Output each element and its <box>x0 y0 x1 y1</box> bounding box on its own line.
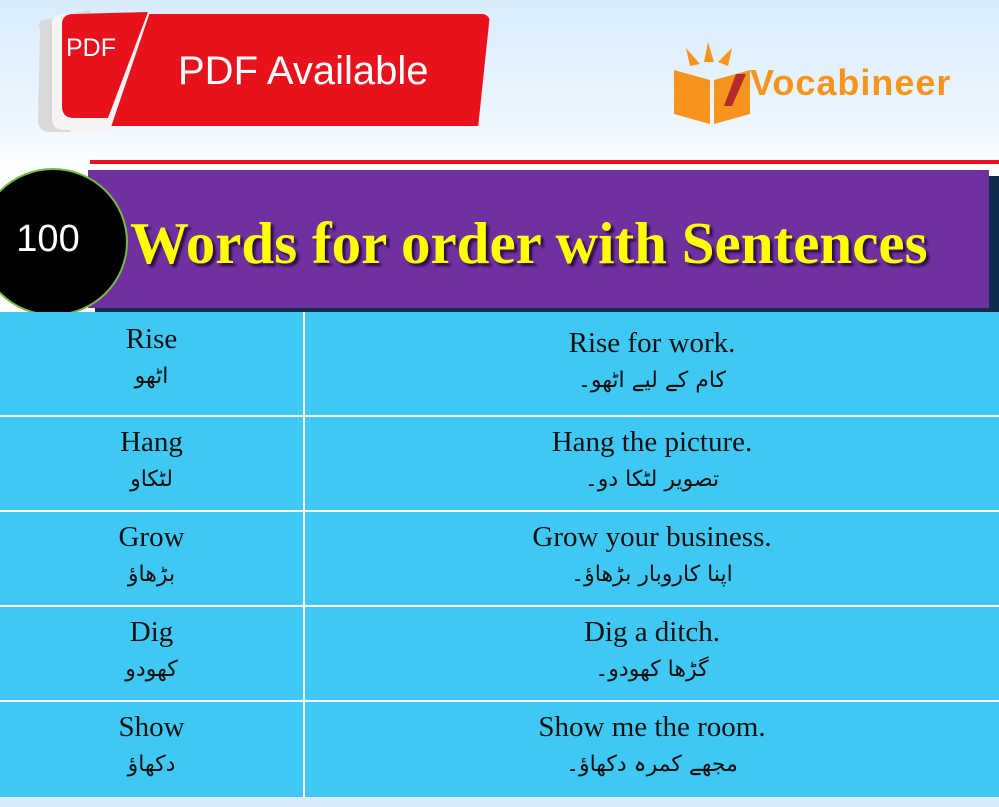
word-english: Rise <box>125 323 178 355</box>
pdf-file-icon <box>30 6 170 140</box>
sentence-cell <box>305 512 999 615</box>
table-row <box>0 510 999 607</box>
page-title: Words for order with Sentences <box>130 210 928 276</box>
table-row <box>0 700 999 799</box>
table-row <box>0 415 999 512</box>
word-cell <box>0 312 303 425</box>
word-urdu: اٹھو <box>134 364 169 389</box>
pdf-icon-label: PDF <box>66 34 116 62</box>
word-cell <box>0 512 303 615</box>
word-urdu: دکھاؤ <box>127 752 176 777</box>
sentence-cell <box>305 607 999 710</box>
sentence-english: Grow your business. <box>532 521 772 553</box>
word-cell <box>0 702 303 807</box>
count-number: 100 <box>16 218 80 260</box>
word-urdu: لٹکاو <box>130 467 173 492</box>
table-row <box>0 605 999 702</box>
word-english: Dig <box>129 616 174 648</box>
word-english: Hang <box>120 426 183 458</box>
sentence-urdu: مجھے کمرہ دکھاؤ۔ <box>566 752 738 777</box>
sentence-english: Dig a ditch. <box>583 616 721 648</box>
sentence-urdu: گڑھا کھودو۔ <box>595 657 709 682</box>
vocabulary-table <box>0 312 999 797</box>
table-row <box>0 312 999 415</box>
sentence-urdu: تصویر لٹکا دو۔ <box>584 467 720 492</box>
word-urdu: کھودو <box>125 657 178 682</box>
sentence-cell <box>305 417 999 520</box>
sentence-english: Rise for work. <box>568 327 736 359</box>
word-urdu: بڑھاؤ <box>127 562 176 587</box>
word-cell <box>0 417 303 520</box>
brand-logo-text: Vocabineer <box>750 62 952 103</box>
sentence-english: Show me the room. <box>538 711 766 743</box>
word-cell <box>0 607 303 710</box>
sentence-urdu: کام کے لیے اٹھو۔ <box>577 368 726 393</box>
sentence-urdu: اپنا کاروبار بڑھاؤ۔ <box>571 562 733 587</box>
sentence-cell <box>305 312 999 429</box>
sentence-english: Hang the picture. <box>551 426 753 458</box>
divider-line <box>90 160 999 164</box>
sentence-cell <box>305 702 999 807</box>
word-english: Grow <box>118 521 185 553</box>
word-english: Show <box>118 711 185 743</box>
pdf-available-text: PDF Available <box>178 49 429 93</box>
